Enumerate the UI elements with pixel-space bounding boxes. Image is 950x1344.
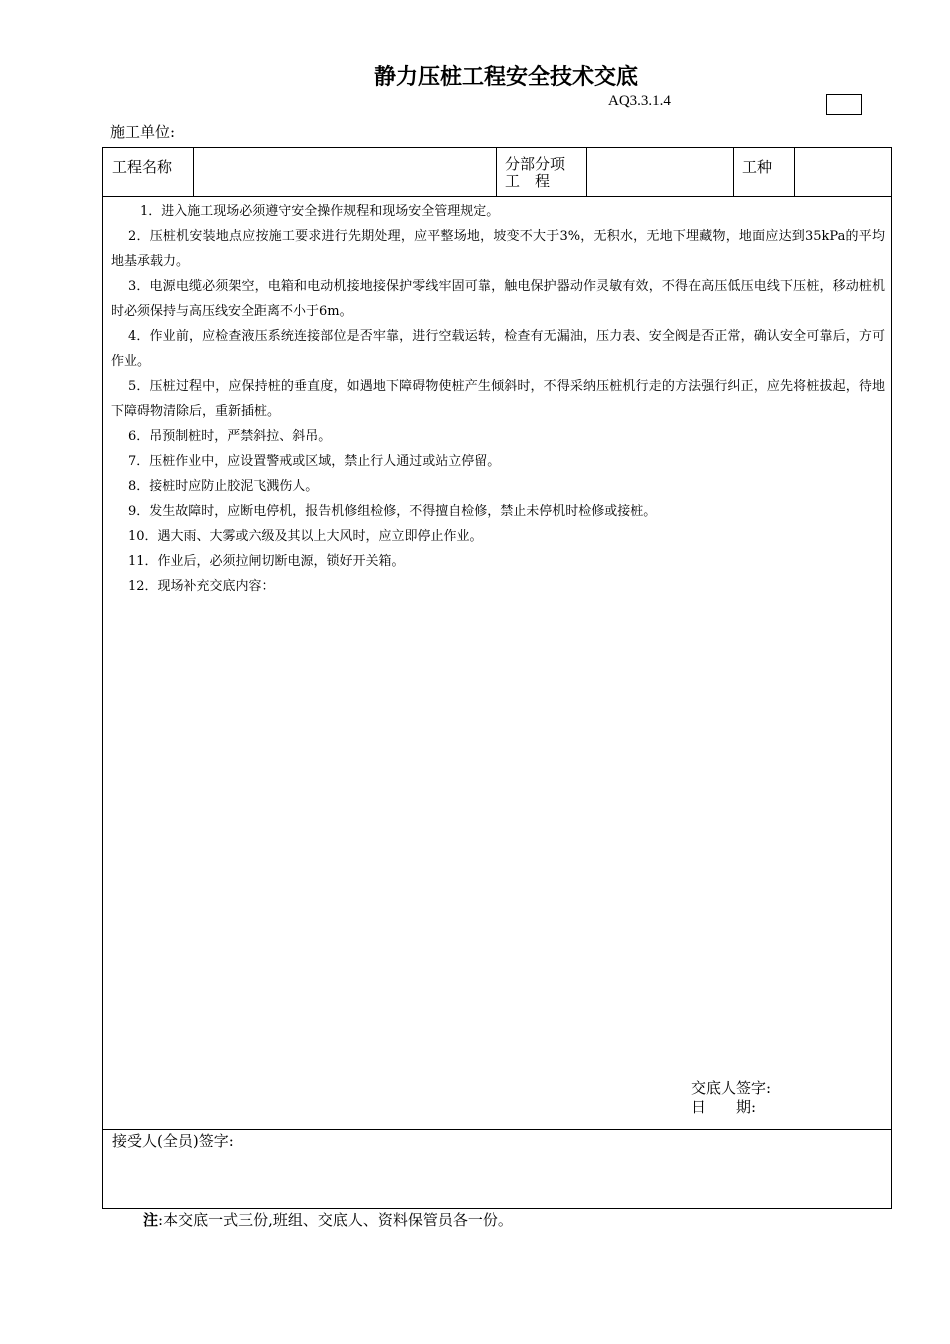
footnote: [143, 1209, 513, 1230]
list-item: 5．压桩过程中，应保持桩的垂直度，如遇地下障碍物使桩产生倾斜时，不得采纳压桩机行走的方法强行纠正，应先将桩拔起，待地下障碍物清除后，重新插桩。: [111, 379, 885, 419]
subproject-label: 分部分项 工 程: [505, 155, 566, 190]
list-item: 8．接桩时应防止胶泥飞溅伤人。: [128, 479, 319, 494]
receiver-signature-label: 接受人(全员)签字:: [112, 1132, 234, 1150]
divider: [794, 148, 795, 197]
list-item: 2．压桩机安装地点应按施工要求进行先期处理，应平整场地，坡变不大于3%，无积水，无地下埋藏物，地面应达到35kPa的平均地基承载力。: [111, 229, 885, 269]
document-code: AQ3.3.1.4: [608, 93, 671, 109]
construction-unit-label: 施工单位:: [110, 123, 176, 141]
code-box: [826, 94, 862, 115]
document-title: 静力压桩工程安全技术交底: [373, 65, 638, 90]
note-text: :本交底一式三份,班组、交底人、资料保管员各一份。: [158, 1211, 513, 1229]
note-prefix: 注: [143, 1211, 159, 1229]
divider: [103, 196, 891, 197]
signature-block: [691, 1079, 771, 1117]
list-item: 10．遇大雨、大雾或六级及其以上大风时，应立即停止作业。: [128, 529, 483, 544]
list-item: 9．发生故障时，应断电停机，报告机修组检修，不得擅自检修，禁止未停机时检修或接桩。: [128, 504, 657, 519]
list-item: 6．吊预制桩时，严禁斜拉、斜吊。: [128, 429, 332, 444]
divider: [586, 148, 587, 197]
disclosure-form: [102, 147, 892, 1209]
divider: [733, 148, 734, 197]
list-item: 4．作业前，应检查液压系统连接部位是否牢靠，进行空载运转，检查有无漏油，压力表、安全阀是否正常，确认安全可靠后，方可作业。: [111, 329, 885, 369]
date-label: 日 期:: [691, 1098, 757, 1116]
list-item: 1．进入施工现场必须遵守安全操作规程和现场安全管理规定。: [140, 204, 500, 219]
giver-signature-label: 交底人签字:: [691, 1079, 772, 1097]
list-item: 11．作业后，必须拉闸切断电源，锁好开关箱。: [128, 554, 405, 569]
list-item: 12．现场补充交底内容：: [128, 579, 275, 594]
list-item: 7．压桩作业中，应设置警戒或区域，禁止行人通过或站立停留。: [128, 454, 501, 469]
project-name-label: 工程名称: [112, 158, 173, 176]
trade-label: 工种: [742, 158, 773, 176]
divider: [193, 148, 194, 197]
list-item: 3．电源电缆必须架空，电箱和电动机接地接保护零线牢固可靠，触电保护器动作灵敏有效，不得在高压低压电线下压桩，移动桩机时必须保持与高压线安全距离不小于6m。: [111, 279, 885, 319]
divider: [496, 148, 497, 197]
safety-items: [111, 199, 885, 599]
